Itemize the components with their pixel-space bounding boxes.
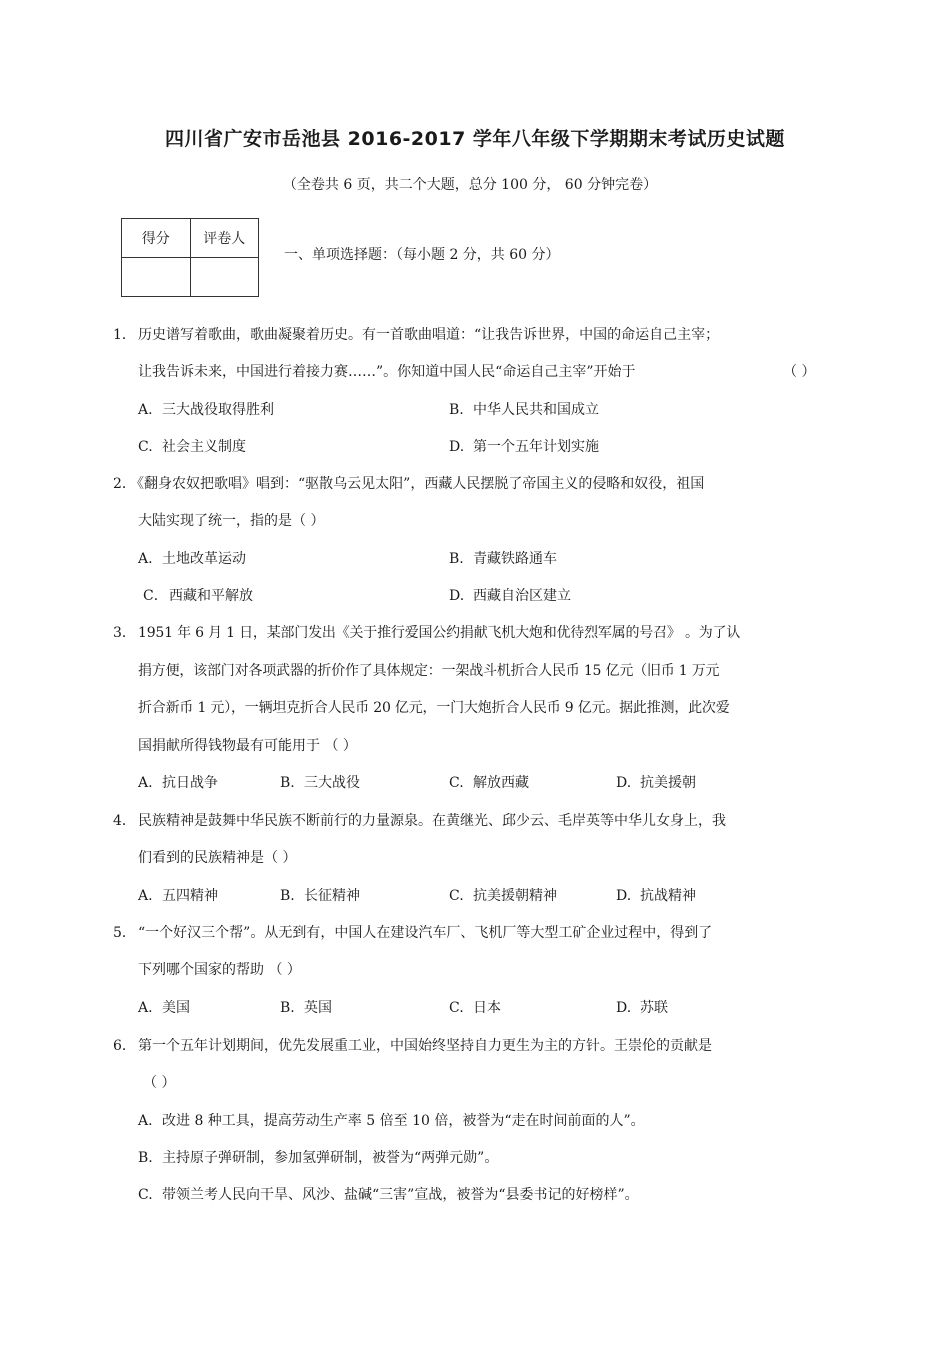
option-text: 长征精神 xyxy=(304,888,360,904)
question-number: 1． xyxy=(113,327,136,343)
score-table xyxy=(121,218,259,297)
option-text: 日本 xyxy=(473,1000,501,1016)
section-heading: 一、单项选择题：（每小题 2 分，共 60 分） xyxy=(284,247,560,263)
option-b xyxy=(449,548,557,568)
question-text-line: 让我告诉未来，中国进行着接力赛……”。你知道中国人民“命运自己主宰”开始于 xyxy=(138,364,636,380)
option-text: 西藏自治区建立 xyxy=(473,588,571,604)
question-text-line: 们看到的民族精神是（ ） xyxy=(138,850,297,866)
option-text: 改进 8 种工具，提高劳动生产率 5 倍至 10 倍，被誉为“走在时间前面的人”。 xyxy=(162,1113,645,1129)
option-a xyxy=(138,399,274,419)
option-b xyxy=(280,997,332,1017)
option-text: 解放西藏 xyxy=(473,775,529,791)
question-number: 6． xyxy=(113,1038,136,1054)
option-b xyxy=(449,399,599,419)
question-text-line: 下列哪个国家的帮助 （ ） xyxy=(138,962,301,978)
option-c xyxy=(143,585,253,605)
option-text: 土地改革运动 xyxy=(162,551,246,567)
option-d xyxy=(616,885,696,905)
option-key: C. xyxy=(449,888,464,904)
option-b xyxy=(280,772,360,792)
option-d xyxy=(449,585,571,605)
option-a xyxy=(138,997,190,1017)
option-key: D. xyxy=(616,775,632,791)
option-text: 三大战役 xyxy=(304,775,360,791)
option-text: 青藏铁路通车 xyxy=(473,551,557,567)
option-text: 苏联 xyxy=(640,1000,668,1016)
option-key: D. xyxy=(616,1000,632,1016)
option-c xyxy=(449,772,529,792)
score-header: 得分 xyxy=(122,219,191,258)
option-c xyxy=(138,436,246,456)
exam-info: （全卷共 6 页，共二个大题，总分 100 分， 60 分钟完卷） xyxy=(282,177,658,193)
option-b xyxy=(138,1147,498,1167)
option-key: B. xyxy=(449,551,464,567)
option-key: A. xyxy=(138,551,153,567)
option-key: B. xyxy=(138,1150,153,1166)
option-text: 抗战精神 xyxy=(640,888,696,904)
question-text-line: 国捐献所得钱物最有可能用于 （ ） xyxy=(138,738,357,754)
option-a xyxy=(138,1110,645,1130)
score-cell xyxy=(122,258,191,297)
option-text: 抗日战争 xyxy=(162,775,218,791)
question-text-line: 历史谱写着歌曲，歌曲凝聚着历史。有一首歌曲唱道：“让我告诉世界，中国的命运自己主宰； xyxy=(138,327,720,343)
option-key: C. xyxy=(138,439,153,455)
option-text: 带领兰考人民向干旱、风沙、盐碱“三害”宣战，被誉为“县委书记的好榜样”。 xyxy=(162,1187,639,1203)
option-text: 美国 xyxy=(162,1000,190,1016)
question-number: 4． xyxy=(113,813,136,829)
grader-cell xyxy=(190,258,259,297)
option-text: 抗美援朝 xyxy=(640,775,696,791)
option-c xyxy=(449,885,557,905)
page-title: 四川省广安市岳池县 2016-2017 学年八年级下学期期末考试历史试题 xyxy=(165,128,785,150)
question-text-line: 1951 年 6 月 1 日，某部门发出《关于推行爱国公约捐献飞机大炮和优待烈军属的号召》 。为了认 xyxy=(138,625,741,641)
option-key: A. xyxy=(138,775,153,791)
question-text-line: “一个好汉三个帮”。从无到有，中国人在建设汽车厂、飞机厂等大型工矿企业过程中，得到了 xyxy=(138,925,713,941)
option-text: 中华人民共和国成立 xyxy=(473,402,599,418)
question-text-line: 《翻身农奴把歌唱》唱到：“驱散乌云见太阳”，西藏人民摆脱了帝国主义的侵略和奴役，祖国 xyxy=(130,476,705,492)
option-d xyxy=(616,997,668,1017)
option-key: B. xyxy=(280,1000,295,1016)
option-b xyxy=(280,885,360,905)
question-text-line: 大陆实现了统一，指的是（ ） xyxy=(138,513,325,529)
option-key: D. xyxy=(449,588,465,604)
option-key: C． xyxy=(143,588,168,604)
option-text: 社会主义制度 xyxy=(162,439,246,455)
option-key: B. xyxy=(280,888,295,904)
option-text: 五四精神 xyxy=(162,888,218,904)
question-text-line: 民族精神是鼓舞中华民族不断前行的力量源泉。在黄继光、邱少云、毛岸英等中华儿女身上，我 xyxy=(138,813,726,829)
option-a xyxy=(138,548,246,568)
option-text: 抗美援朝精神 xyxy=(473,888,557,904)
option-key: A. xyxy=(138,888,153,904)
option-d xyxy=(616,772,696,792)
grader-header: 评卷人 xyxy=(190,219,259,258)
option-key: C. xyxy=(449,775,464,791)
option-text: 主持原子弹研制，参加氢弹研制，被誉为“两弹元勋”。 xyxy=(162,1150,499,1166)
option-key: D. xyxy=(616,888,632,904)
option-key: D. xyxy=(449,439,465,455)
question-number: 3． xyxy=(113,625,136,641)
answer-blank: （ ） xyxy=(783,364,816,380)
option-key: C. xyxy=(449,1000,464,1016)
question-number: 2． xyxy=(113,476,136,492)
option-text: 西藏和平解放 xyxy=(169,588,253,604)
option-c xyxy=(138,1184,639,1204)
option-key: B. xyxy=(280,775,295,791)
option-key: A. xyxy=(138,402,153,418)
question-number: 5． xyxy=(113,925,136,941)
option-d xyxy=(449,436,599,456)
option-text: 英国 xyxy=(304,1000,332,1016)
question-text-line: 折合新币 1 元），一辆坦克折合人民币 20 亿元，一门大炮折合人民币 9 亿元。据此推测，此次爱 xyxy=(138,700,730,716)
option-key: B. xyxy=(449,402,464,418)
option-key: C. xyxy=(138,1187,153,1203)
option-key: A. xyxy=(138,1113,153,1129)
option-text: 第一个五年计划实施 xyxy=(473,439,599,455)
option-text: 三大战役取得胜利 xyxy=(162,402,274,418)
option-key: A. xyxy=(138,1000,153,1016)
option-a xyxy=(138,885,218,905)
question-text-line: 第一个五年计划期间，优先发展重工业，中国始终坚持自力更生为主的方针。王崇伦的贡献是 xyxy=(138,1038,712,1054)
question-text-line: 捐方便，该部门对各项武器的折价作了具体规定：一架战斗机折合人民币 15 亿元（旧币 1 万元 xyxy=(138,663,720,679)
option-a xyxy=(138,772,218,792)
option-c xyxy=(449,997,501,1017)
question-text-line: （ ） xyxy=(143,1075,176,1091)
